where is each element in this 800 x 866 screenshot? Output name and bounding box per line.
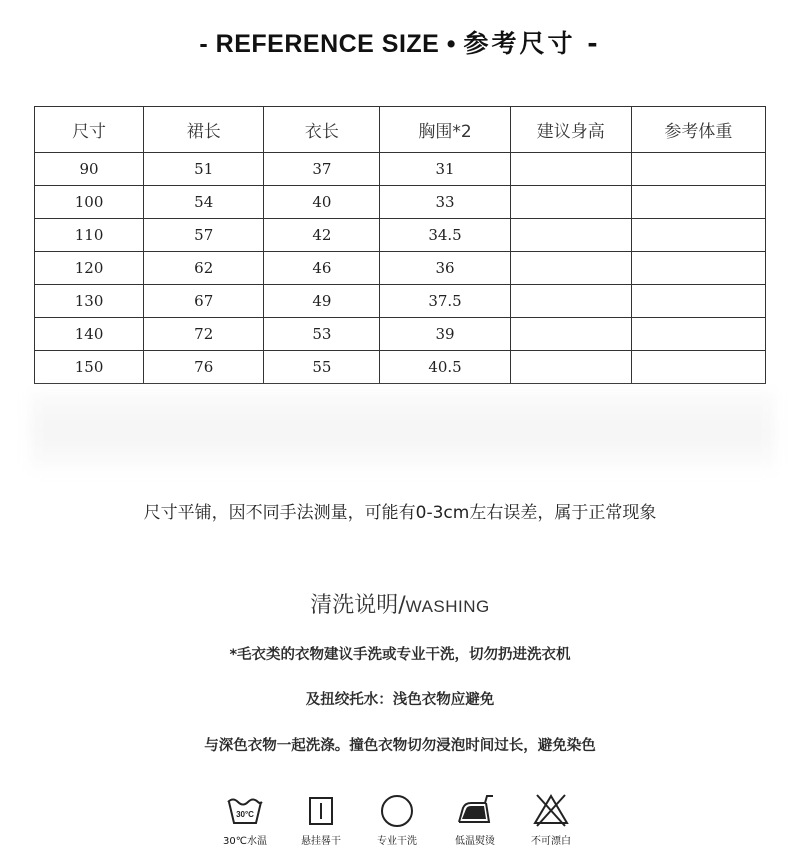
table-cell <box>631 285 765 318</box>
table-cell <box>631 351 765 384</box>
table-cell: 90 <box>35 153 144 186</box>
column-header-weight: 参考体重 <box>631 107 765 153</box>
table-cell <box>510 153 631 186</box>
table-cell: 39 <box>380 318 510 351</box>
washing-instruction-line: 与深色衣物一起洗涤。撞色衣物切勿浸泡时间过长，避免染色 <box>204 738 596 754</box>
table-cell: 140 <box>35 318 144 351</box>
no-bleach-icon <box>531 792 571 828</box>
dry-clean-icon <box>377 792 417 828</box>
table-cell <box>510 219 631 252</box>
washing-title-english: WASHING <box>405 597 490 616</box>
care-label: 专业干洗 <box>377 836 417 847</box>
page-title <box>0 24 800 60</box>
table-cell: 100 <box>35 186 144 219</box>
table-cell <box>510 318 631 351</box>
washing-instruction-line: *毛衣类的衣物建议手洗或专业干洗，切勿扔进洗衣机 <box>229 647 571 663</box>
size-table <box>34 106 766 384</box>
table-cell <box>510 285 631 318</box>
washing-instruction-line: 及扭绞托水：浅色衣物应避免 <box>305 692 495 708</box>
table-cell: 42 <box>264 219 380 252</box>
table-cell: 120 <box>35 252 144 285</box>
table-cell <box>631 186 765 219</box>
table-cell: 55 <box>264 351 380 384</box>
care-label: 悬挂晷干 <box>301 836 341 847</box>
wash-30-icon <box>225 792 265 828</box>
table-row <box>35 351 766 384</box>
table-cell: 76 <box>144 351 264 384</box>
table-cell: 40 <box>264 186 380 219</box>
table-row <box>35 153 766 186</box>
faded-background-band <box>30 392 775 470</box>
care-label: 不可漂白 <box>531 836 571 847</box>
column-header-skirt-length: 裙长 <box>144 107 264 153</box>
table-row <box>35 318 766 351</box>
care-label: 低温熨烫 <box>455 836 495 847</box>
table-cell <box>510 351 631 384</box>
title-english: - REFERENCE SIZE • <box>199 30 457 58</box>
table-cell: 31 <box>380 153 510 186</box>
column-header-size: 尺寸 <box>35 107 144 153</box>
table-cell: 49 <box>264 285 380 318</box>
table-cell: 51 <box>144 153 264 186</box>
table-row <box>35 186 766 219</box>
column-header-bust: 胸围*2 <box>380 107 510 153</box>
table-cell <box>631 252 765 285</box>
care-item-no-bleach <box>511 792 591 847</box>
table-cell: 130 <box>35 285 144 318</box>
table-cell <box>510 186 631 219</box>
column-header-top-length: 衣长 <box>264 107 380 153</box>
hang-dry-icon <box>301 792 341 828</box>
care-item-hang-dry <box>281 792 361 847</box>
measurement-note: 尺寸平铺，因不同手法测量，可能有0-3cm左右误差，属于正常现象 <box>143 503 657 523</box>
table-row <box>35 219 766 252</box>
table-cell: 62 <box>144 252 264 285</box>
table-cell: 150 <box>35 351 144 384</box>
table-cell: 53 <box>264 318 380 351</box>
table-cell: 46 <box>264 252 380 285</box>
table-cell: 37.5 <box>380 285 510 318</box>
table-row <box>35 252 766 285</box>
table-cell: 33 <box>380 186 510 219</box>
table-cell <box>631 318 765 351</box>
table-cell: 110 <box>35 219 144 252</box>
care-icons-row <box>215 792 585 852</box>
table-cell: 37 <box>264 153 380 186</box>
table-cell: 40.5 <box>380 351 510 384</box>
care-item-low-iron <box>435 792 515 847</box>
title-chinese: 参考尺寸 - <box>463 29 601 58</box>
care-item-dry-clean <box>357 792 437 847</box>
table-row <box>35 285 766 318</box>
table-cell <box>631 219 765 252</box>
table-cell: 72 <box>144 318 264 351</box>
table-cell: 34.5 <box>380 219 510 252</box>
table-header-row <box>35 107 766 153</box>
low-iron-icon <box>453 792 497 828</box>
washing-title <box>0 588 800 619</box>
table-cell: 54 <box>144 186 264 219</box>
column-header-height: 建议身高 <box>510 107 631 153</box>
care-item-wash-30 <box>205 792 285 847</box>
table-cell: 36 <box>380 252 510 285</box>
table-cell <box>510 252 631 285</box>
care-label: 30℃水温 <box>223 836 267 847</box>
table-cell: 67 <box>144 285 264 318</box>
washing-title-chinese: 清洗说明/ <box>310 593 406 618</box>
table-cell: 57 <box>144 219 264 252</box>
wash-temperature-text: 30°C <box>236 810 254 819</box>
table-cell <box>631 153 765 186</box>
